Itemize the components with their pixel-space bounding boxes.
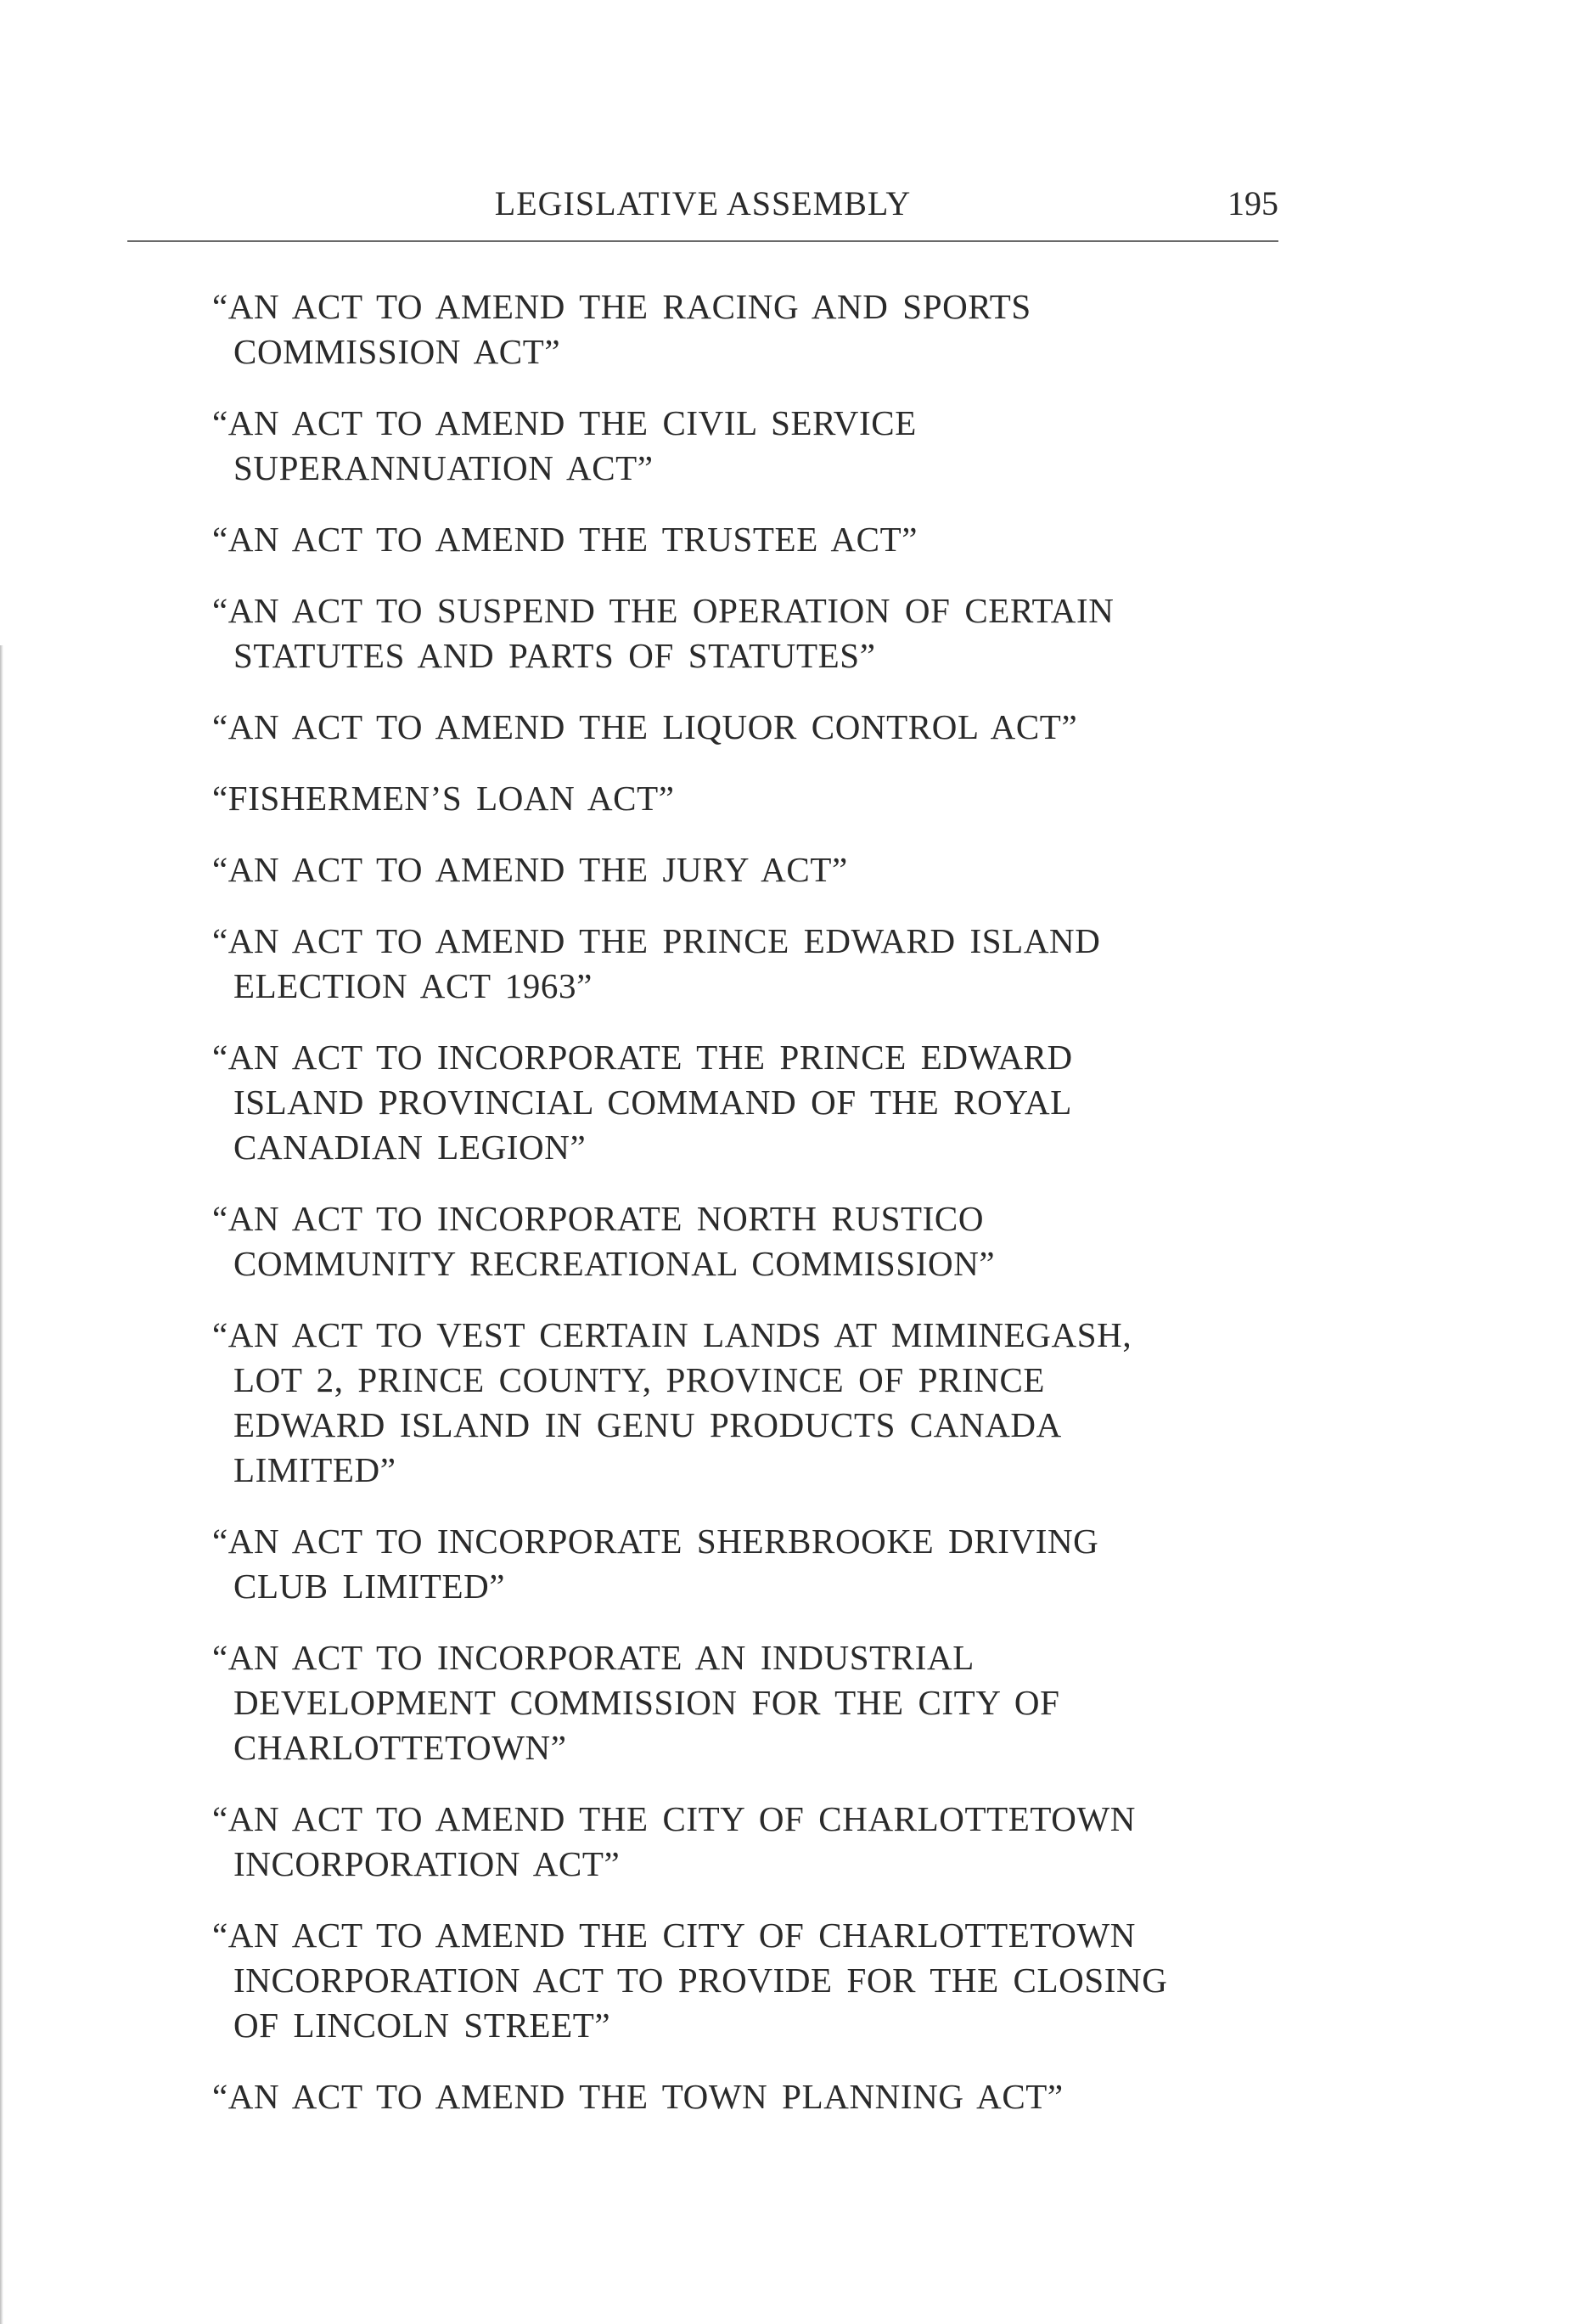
- act-title: [212, 1196, 1333, 1286]
- scan-edge-shadow: [0, 645, 3, 2324]
- running-title: LEGISLATIVE ASSEMBLY: [494, 184, 912, 222]
- act-title: [212, 401, 1333, 491]
- act-title: [212, 919, 1333, 1009]
- act-title: [212, 847, 1333, 892]
- act-title-line: INCORPORATION ACT”: [233, 1844, 621, 1883]
- act-title-line: “AN ACT TO INCORPORATE SHERBROOKE DRIVING: [212, 1522, 1099, 1561]
- act-title-line: SUPERANNUATION ACT”: [233, 448, 654, 487]
- act-title-line: “AN ACT TO AMEND THE TOWN PLANNING ACT”: [212, 2077, 1064, 2116]
- act-title-line: “AN ACT TO AMEND THE TRUSTEE ACT”: [212, 520, 918, 559]
- act-title-line: “AN ACT TO AMEND THE JURY ACT”: [212, 850, 848, 889]
- act-title-line: “AN ACT TO AMEND THE CIVIL SERVICE: [212, 403, 917, 442]
- act-title-line: LOT 2, PRINCE COUNTY, PROVINCE OF PRINCE: [233, 1360, 1046, 1399]
- act-title-line: “AN ACT TO INCORPORATE AN INDUSTRIAL: [212, 1638, 975, 1677]
- act-title-line: CANADIAN LEGION”: [233, 1128, 587, 1167]
- act-title: [212, 1913, 1333, 2048]
- act-title-line: “AN ACT TO VEST CERTAIN LANDS AT MIMINEGASH,: [212, 1315, 1132, 1354]
- act-title-line: “AN ACT TO AMEND THE LIQUOR CONTROL ACT”: [212, 707, 1078, 746]
- act-title-line: “AN ACT TO AMEND THE RACING AND SPORTS: [212, 287, 1031, 326]
- act-title: [212, 776, 1333, 821]
- act-title-line: “AN ACT TO SUSPEND THE OPERATION OF CERTAIN: [212, 591, 1115, 630]
- act-title-line: OF LINCOLN STREET”: [233, 2006, 611, 2045]
- act-title: [212, 1797, 1333, 1887]
- act-title: [212, 517, 1333, 562]
- act-title: [212, 284, 1333, 374]
- act-title-line: ELECTION ACT 1963”: [233, 966, 593, 1005]
- act-title: [212, 1519, 1333, 1609]
- act-title-line: LIMITED”: [233, 1450, 396, 1489]
- act-title: [212, 1035, 1333, 1170]
- act-title-line: DEVELOPMENT COMMISSION FOR THE CITY OF: [233, 1683, 1060, 1722]
- act-title-line: CHARLOTTETOWN”: [233, 1728, 567, 1767]
- act-list: [212, 284, 1333, 2146]
- act-title-line: INCORPORATION ACT TO PROVIDE FOR THE CLOSING: [233, 1961, 1168, 2000]
- act-title: [212, 2074, 1333, 2119]
- act-title: [212, 588, 1333, 678]
- act-title-line: “AN ACT TO AMEND THE PRINCE EDWARD ISLAND: [212, 921, 1101, 960]
- page-header: [127, 178, 1278, 229]
- act-title-line: ISLAND PROVINCIAL COMMAND OF THE ROYAL: [233, 1083, 1072, 1122]
- act-title-line: “AN ACT TO AMEND THE CITY OF CHARLOTTETOWN: [212, 1799, 1137, 1838]
- act-title: [212, 705, 1333, 750]
- act-title-line: “AN ACT TO AMEND THE CITY OF CHARLOTTETOWN: [212, 1916, 1137, 1955]
- act-title-line: “AN ACT TO INCORPORATE THE PRINCE EDWARD: [212, 1038, 1073, 1077]
- act-title-line: “AN ACT TO INCORPORATE NORTH RUSTICO: [212, 1199, 985, 1238]
- act-title-line: “FISHERMEN’S LOAN ACT”: [212, 779, 675, 818]
- act-title-line: STATUTES AND PARTS OF STATUTES”: [233, 636, 876, 675]
- act-title-line: COMMUNITY RECREATIONAL COMMISSION”: [233, 1244, 996, 1283]
- header-rule: [127, 240, 1278, 242]
- page-number: 195: [1227, 184, 1278, 222]
- act-title-line: EDWARD ISLAND IN GENU PRODUCTS CANADA: [233, 1405, 1062, 1444]
- act-title-line: CLUB LIMITED”: [233, 1567, 506, 1606]
- act-title-line: COMMISSION ACT”: [233, 332, 561, 371]
- act-title: [212, 1313, 1333, 1493]
- act-title: [212, 1635, 1333, 1770]
